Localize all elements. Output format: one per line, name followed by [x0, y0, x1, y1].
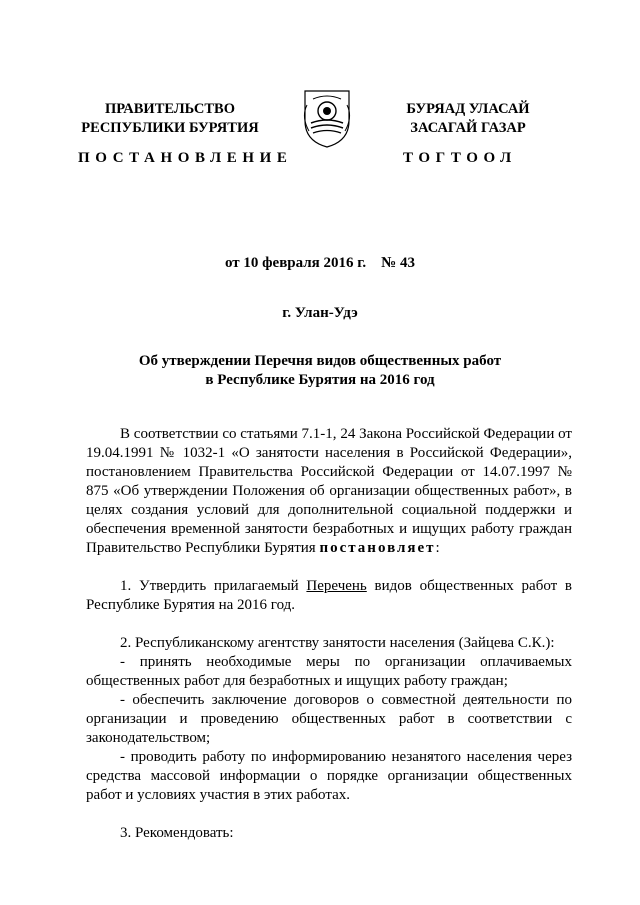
- list-link[interactable]: Перечень: [306, 578, 367, 594]
- p1-end: видов общественных работ в Республике Бурятия на 2016 год.: [86, 578, 573, 613]
- document-city: г. Улан-Удэ: [282, 305, 358, 321]
- doc-type-left: ПОСТАНОВЛЕНИЕ: [78, 150, 293, 166]
- paragraph-1: [86, 577, 572, 615]
- intro-paragraph: [86, 425, 572, 558]
- paragraph-2-item-2: - обеспечить заключение договоров о совместной деятельности по организации и проведению общественных работ в соответствии с законодательством;: [86, 692, 572, 746]
- document-title: [120, 352, 520, 390]
- header-right-line2: ЗАСАГАЙ ГАЗАР: [410, 120, 526, 136]
- document-date-number: от 10 февраля 2016 г. № 43: [224, 255, 415, 271]
- title-line1: Об утверждении Перечня видов общественных работ: [138, 353, 502, 369]
- intro-end: :: [435, 540, 440, 556]
- paragraph-3: 3. Рекомендовать:: [120, 825, 234, 841]
- resolves-word: постановляет: [319, 540, 436, 556]
- header-left-line1: ПРАВИТЕЛЬСТВО: [105, 101, 235, 117]
- government-header-left: [70, 100, 270, 138]
- header-right-line1: БУРЯАД УЛАСАЙ: [406, 101, 530, 117]
- doc-type-right: ТОГТООЛ: [403, 150, 517, 166]
- p1-start: 1. Утвердить прилагаемый: [120, 578, 307, 594]
- paragraph-2-item-3: - проводить работу по информированию незанятого населения через средства массовой информации о порядке организации общественных работ и условиях участия в этих работах.: [86, 749, 572, 803]
- title-line2: в Республике Бурятия на 2016 год: [205, 372, 435, 388]
- header-left-line2: РЕСПУБЛИКИ БУРЯТИЯ: [81, 120, 259, 136]
- document-body: [86, 425, 572, 843]
- paragraph-2: 2. Республиканскому агентству занятости населения (Зайцева С.К.):: [120, 635, 555, 651]
- coat-of-arms-icon: [297, 85, 357, 149]
- paragraph-2-item-1: - принять необходимые меры по организации оплачиваемых общественных работ для безработных и ищущих работу граждан;: [86, 654, 572, 689]
- government-header-right: [378, 100, 558, 138]
- intro-text: В соответствии со статьями 7.1-1, 24 Закона Российской Федерации от 19.04.1991 № 1032-1 «О занятости населения в Российской Федерации», постановлением Правительства Российской Федерации от 14.07.1997 № 875 «Об утверждении Положения об организации общественных работ», в целях создания условий для дополнительной социальной поддержки и обеспечения временной занятости безработных и ищущих работу граждан Правительство Республики Бурятия: [86, 426, 572, 556]
